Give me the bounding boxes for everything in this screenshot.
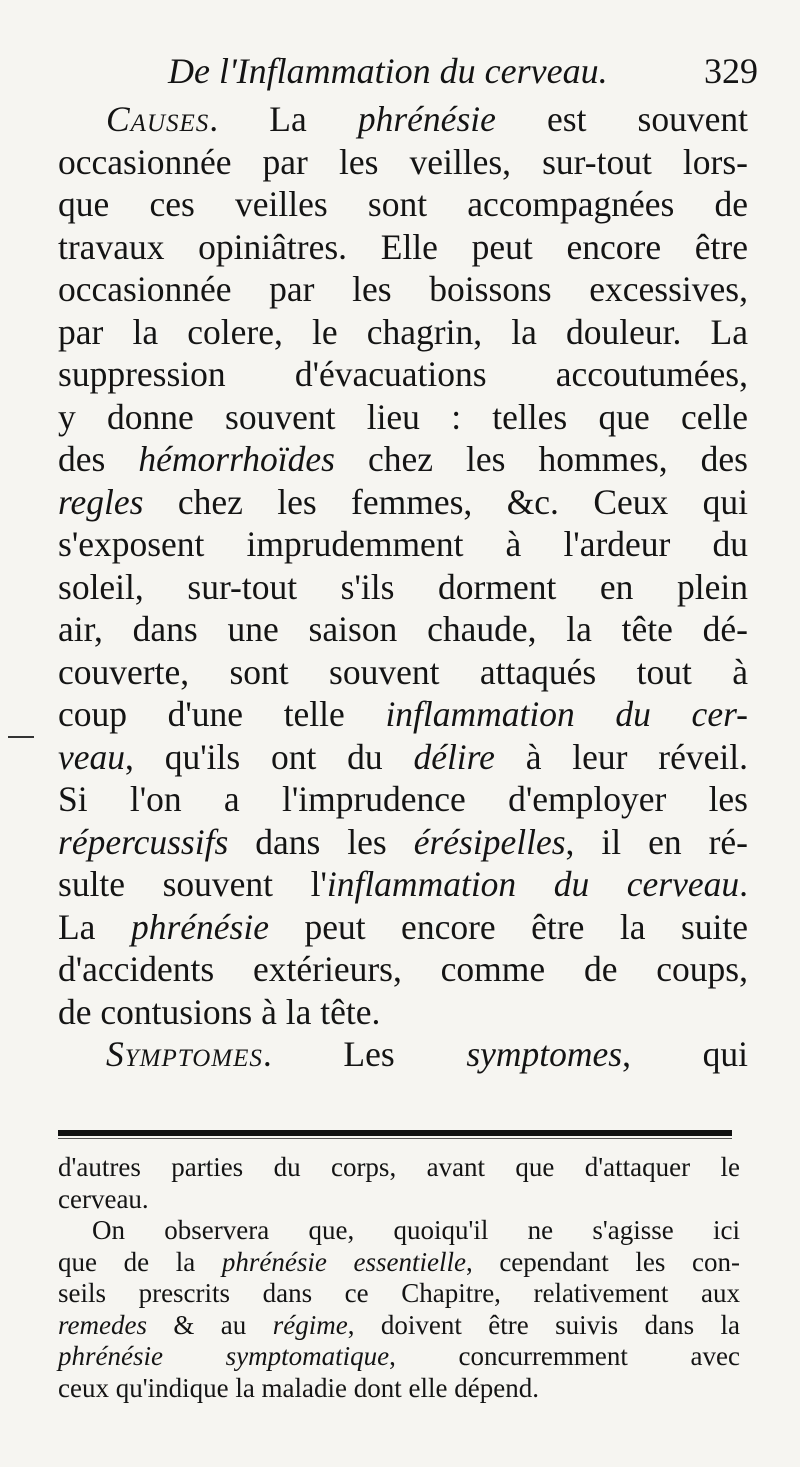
text-line bbox=[58, 481, 748, 524]
text-run: , doivent être suivis dans la bbox=[347, 1309, 740, 1340]
text-run: y donne souvent lieu : telles que celle bbox=[58, 396, 748, 437]
text-line bbox=[58, 693, 748, 736]
header-title: De l'Inflammation du cerveau. bbox=[168, 51, 608, 91]
text-run: remedes bbox=[58, 1309, 147, 1340]
text-run: cerveau. bbox=[58, 1183, 149, 1214]
text-run: Causes bbox=[106, 99, 210, 139]
footnote bbox=[58, 1152, 740, 1404]
text-run: regles bbox=[58, 481, 144, 522]
text-run: phrénésie essentielle bbox=[221, 1246, 466, 1277]
text-run: , qui bbox=[622, 1034, 748, 1074]
text-run: chez les hommes, des bbox=[334, 439, 748, 479]
text-run: , qu'ils ont du bbox=[125, 736, 414, 777]
text-run: s'exposent imprudemment à l'ardeur du bbox=[58, 524, 748, 564]
text-run: hémorrhoïdes bbox=[138, 439, 335, 479]
text-run: des bbox=[58, 439, 139, 479]
text-run: . Les bbox=[262, 1034, 467, 1074]
text-run: d'autres parties du corps, avant que d'attaquer le bbox=[58, 1152, 740, 1182]
text-line bbox=[58, 226, 748, 269]
text-line bbox=[58, 906, 748, 949]
text-line bbox=[58, 311, 748, 354]
text-run: symptomes bbox=[466, 1034, 623, 1074]
footnote-rule-thin bbox=[58, 1138, 732, 1139]
footnote-line bbox=[58, 1278, 740, 1310]
text-run: que ces veilles sont accompagnées de bbox=[58, 184, 748, 224]
text-run: Si l'on a l'imprudence d'employer les bbox=[58, 779, 748, 819]
text-run: régime bbox=[272, 1309, 348, 1340]
text-run: dans les bbox=[228, 821, 414, 862]
footnote-line bbox=[58, 1184, 740, 1216]
text-run: . bbox=[739, 864, 748, 904]
text-run: inflammation du cerveau bbox=[326, 864, 740, 904]
text-run: ceux qu'indique la maladie dont elle dépend. bbox=[58, 1372, 539, 1403]
text-run: veau bbox=[58, 736, 126, 777]
text-line bbox=[58, 948, 748, 991]
text-run: , concurremment avec bbox=[389, 1341, 740, 1371]
footnote-line bbox=[58, 1373, 740, 1405]
text-run: sulte souvent l' bbox=[58, 864, 327, 904]
footnote-rule bbox=[58, 1130, 732, 1136]
text-line bbox=[58, 651, 748, 694]
text-run: . La bbox=[209, 99, 358, 139]
text-run: occasionnée par les boissons excessives, bbox=[58, 269, 748, 309]
text-run: que de la bbox=[58, 1246, 222, 1277]
footnote-line bbox=[58, 1215, 740, 1247]
text-run: La bbox=[58, 906, 131, 947]
text-run: à leur réveil. bbox=[494, 736, 748, 777]
text-run: par la colere, le chagrin, la douleur. La bbox=[58, 311, 748, 352]
text-line bbox=[58, 438, 748, 481]
main-text bbox=[58, 98, 748, 1076]
text-run: air, dans une saison chaude, la tête dé- bbox=[58, 609, 748, 649]
text-run: , il en ré- bbox=[565, 821, 748, 862]
text-line bbox=[58, 736, 748, 779]
footnote-line bbox=[58, 1247, 740, 1279]
text-run: phrénésie bbox=[130, 906, 269, 947]
text-run: On observera que, quoiqu'il ne s'agisse ici bbox=[92, 1215, 740, 1245]
text-line bbox=[58, 141, 748, 184]
text-run: seils prescrits dans ce Chapitre, relativement aux bbox=[58, 1278, 740, 1308]
text-run: inflammation du cer- bbox=[385, 694, 748, 734]
text-line bbox=[58, 396, 748, 439]
text-run: travaux opiniâtres. Elle peut encore être bbox=[58, 226, 748, 267]
footnote-line bbox=[58, 1341, 740, 1373]
text-run: coup d'une telle bbox=[58, 694, 386, 734]
text-run: couverte, sont souvent attaqués tout à bbox=[58, 651, 748, 692]
text-run: est souvent bbox=[495, 99, 748, 139]
page-number: 329 bbox=[704, 51, 758, 91]
text-line bbox=[58, 523, 748, 566]
text-line bbox=[58, 863, 748, 906]
text-line bbox=[58, 566, 748, 609]
text-line bbox=[58, 821, 748, 864]
text-line bbox=[58, 183, 748, 226]
margin-mark bbox=[8, 736, 34, 738]
text-line bbox=[58, 268, 748, 311]
text-line bbox=[58, 991, 748, 1034]
footnote-line bbox=[58, 1310, 740, 1342]
text-run: occasionnée par les veilles, sur-tout lors- bbox=[58, 141, 748, 182]
footnote-line bbox=[58, 1152, 740, 1184]
text-run: chez les femmes, &c. Ceux qui bbox=[143, 481, 748, 522]
text-run: soleil, sur-tout s'ils dorment en plein bbox=[58, 566, 748, 607]
text-run: peut encore être la suite bbox=[268, 906, 748, 947]
text-run: suppression d'évacuations accoutumées, bbox=[58, 354, 748, 394]
text-run: de contusions à la tête. bbox=[58, 991, 381, 1032]
text-run: Symptomes bbox=[106, 1034, 263, 1074]
text-line bbox=[58, 98, 748, 141]
text-run: délire bbox=[413, 736, 495, 777]
text-run: répercussifs bbox=[58, 821, 229, 862]
text-line bbox=[58, 1033, 748, 1076]
text-run: phrénésie symptomatique bbox=[58, 1341, 390, 1371]
text-line bbox=[58, 353, 748, 396]
text-run: érésipelles bbox=[413, 821, 566, 862]
running-header bbox=[168, 46, 758, 96]
text-line bbox=[58, 608, 748, 651]
text-run: , cependant les con- bbox=[465, 1246, 741, 1277]
text-run: & au bbox=[146, 1309, 273, 1340]
text-run: phrénésie bbox=[357, 99, 496, 139]
text-line bbox=[58, 778, 748, 821]
text-run: d'accidents extérieurs, comme de coups, bbox=[58, 949, 748, 989]
